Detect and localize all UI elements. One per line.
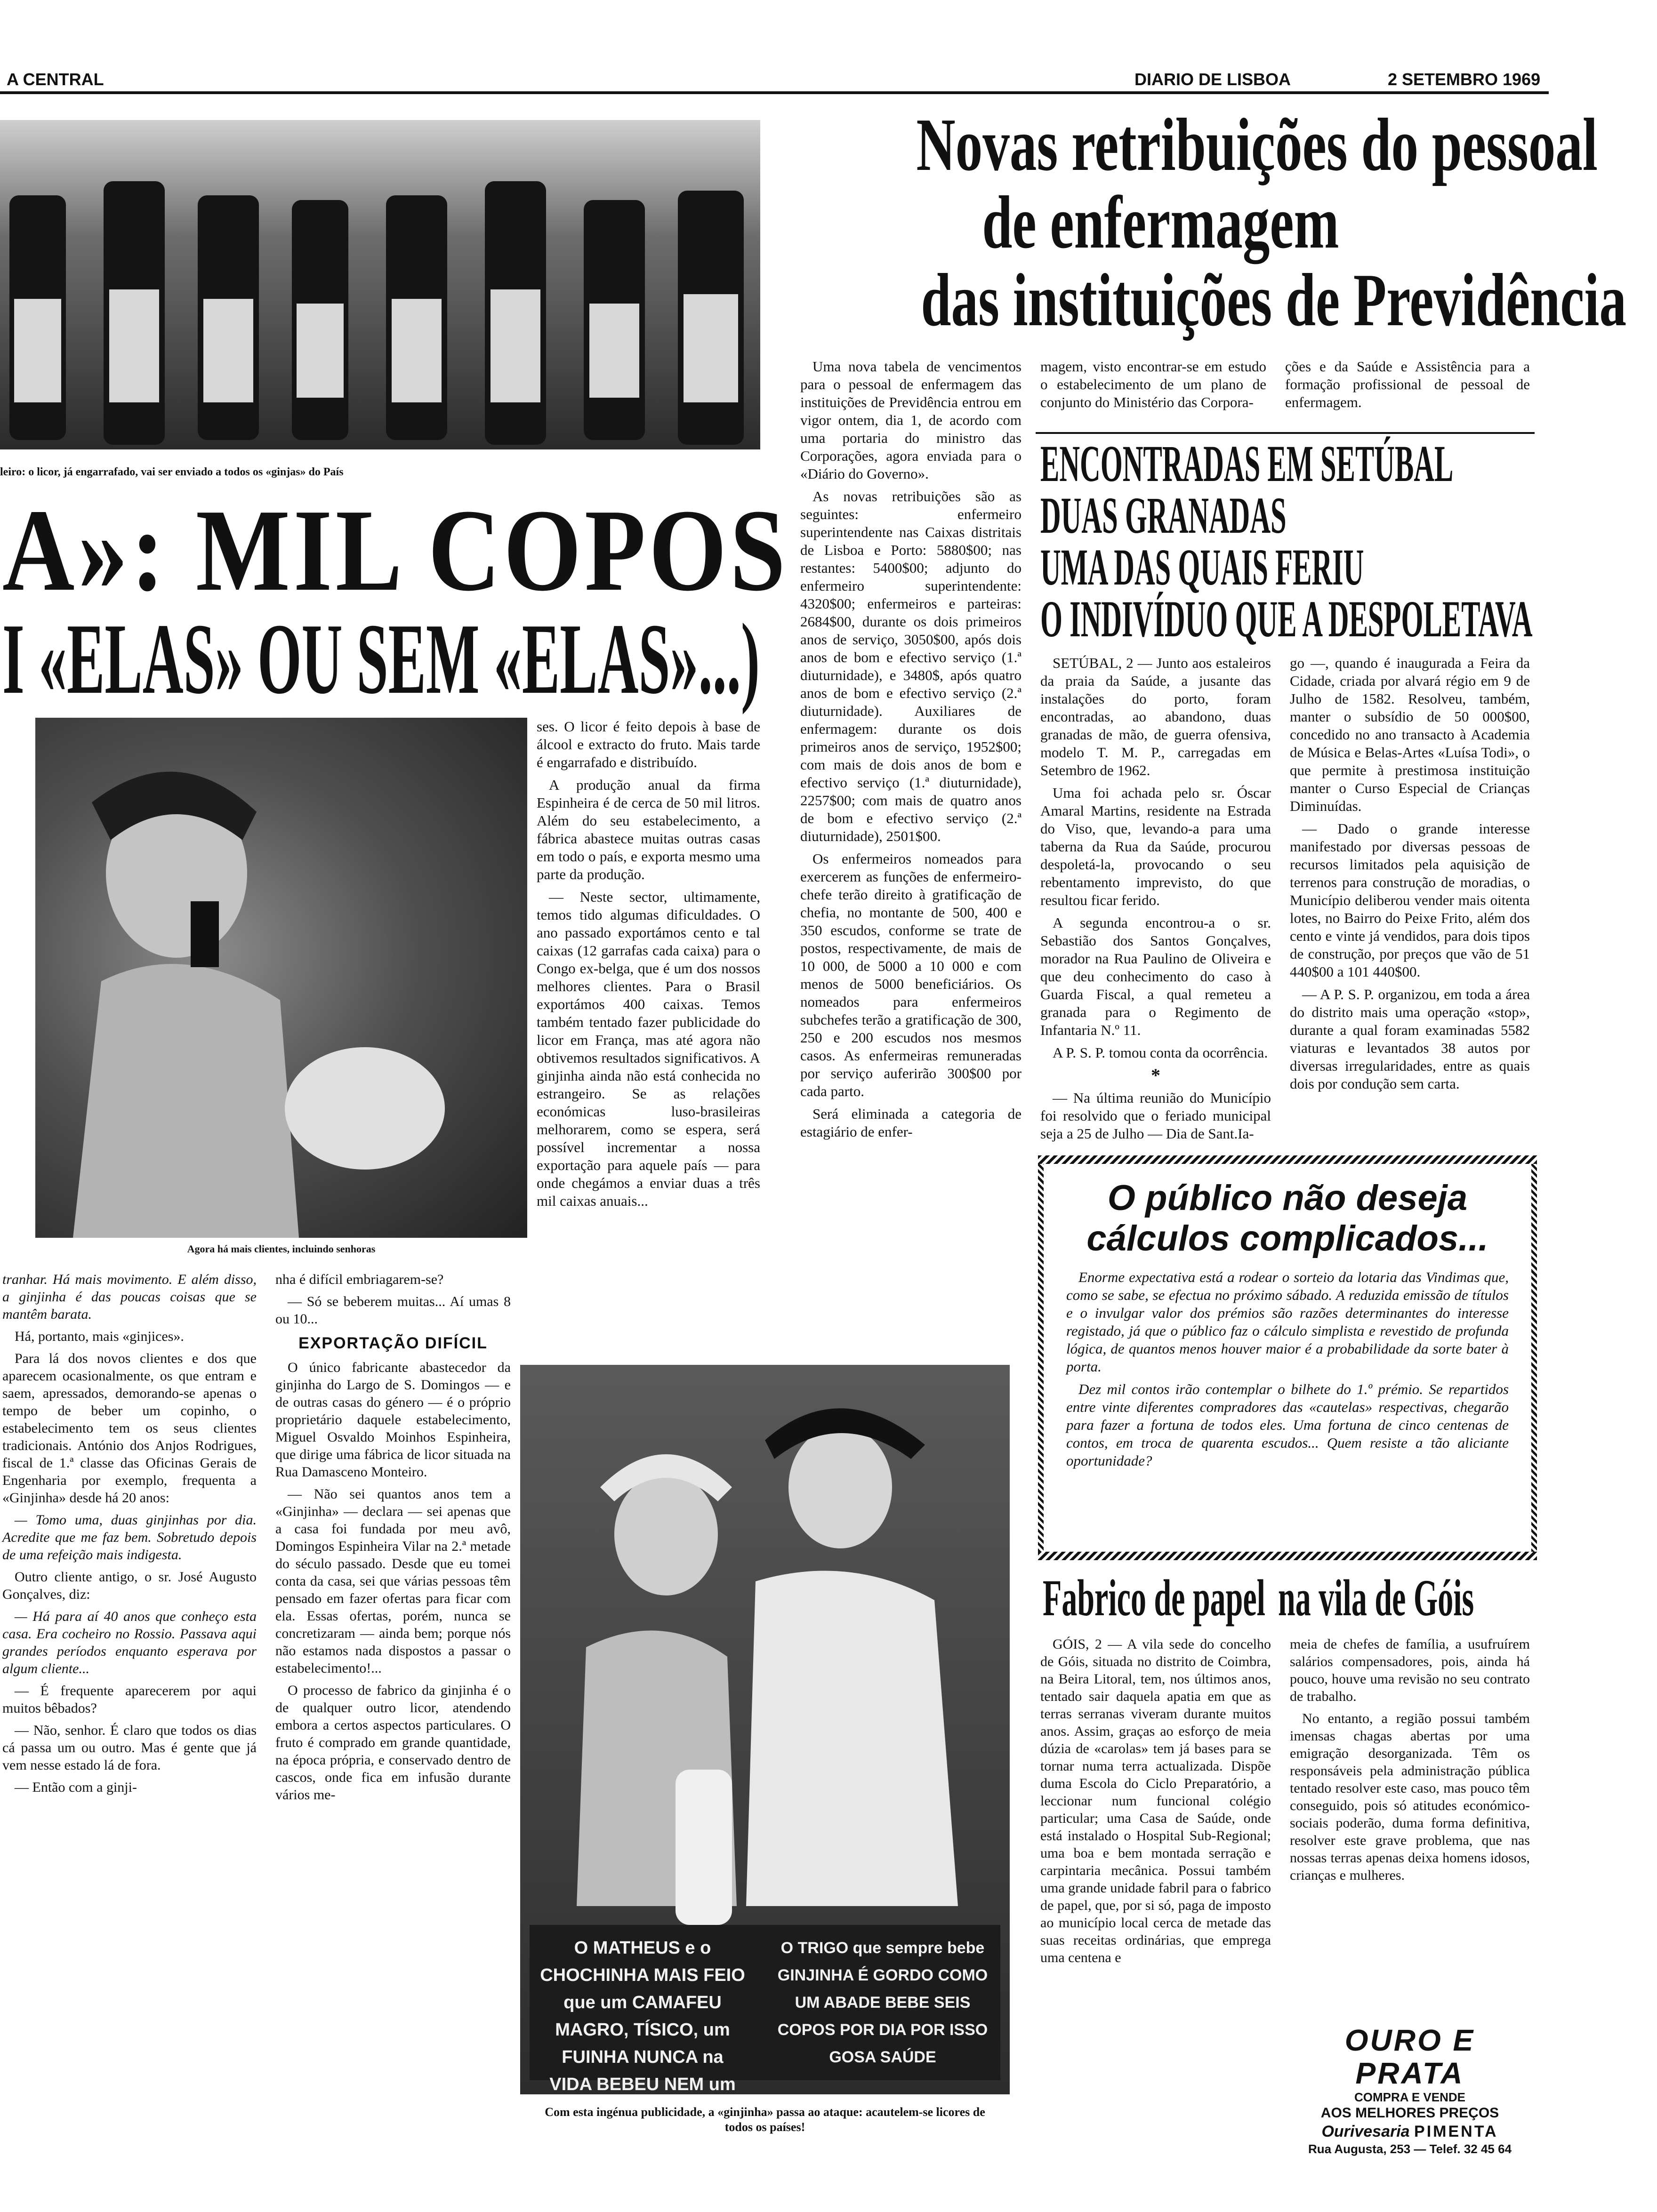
setubal-top-rule [1036,432,1535,434]
gois-headline-right: na vila de Góis [1278,1569,1474,1627]
advert-address: Rua Augusta, 253 — Telef. 32 45 64 [1308,2142,1512,2156]
setubal-headline-line1: ENCONTRADAS EM SETÚBAL [1040,435,1454,492]
lottery-box [1038,1155,1537,1560]
jeweller-advert [1290,2023,1530,2156]
setubal-column-2 [1290,654,1530,1098]
paragraph: GÓIS, 2 — A vila sede do concelho de Góis, situada no distrito de Coimbra, na Beira Litoral, tem, nos últimos anos, tentado sair daquela apatia em que as terras serranas viveram durante muitos anos. Assim, graças ao esforço de meia dúzia de «carolas» tem já bases para se tornar numa terra actualizada. Dispõe duma Escola do Ciclo Preparatório, a leccionar num funcional colégio particular; uma Casa de Saúde, onde está instalado o Hospital Sub-Regional; uma boa e bem montada serração e carpintaria mecânica. Possui também uma grande unidade fabril para o fabrico de papel, que, por si só, paga de imposto ao município local cerca de metade das suas receitas ordinárias, que emprega uma centena e [1040,1636,1271,1965]
paragraph: O processo de fabrico da ginjinha é o de qualquer outro licor, atendendo embora a certos aspectos particulares. O fruto é comprado em grande quantidade, na época própria, e conservado dentro de cascos, onde fica em infusão durante vários me- [275,1683,511,1803]
gois-column-2 [1290,1635,1530,1889]
paragraph: Dez mil contos irão contemplar o bilhete do 1.º prémio. Se repartidos entre vinte diferentes compradores das «cautelas» respectivas, chegarão para fazer a fortuna de todos eles. Uma fortuna de cinco centenas de contos, em troca de quarenta escudos... Quem resiste a tão aliciante oportunidade? [1066,1381,1509,1469]
advert-line2: AOS MELHORES PREÇOS [1320,2105,1499,2121]
paragraph: Uma foi achada pelo sr. Óscar Amaral Martins, residente na Estrada do Viso, que, levando-a para uma taberna da Rua da Saúde, procurou despoletá-la, provocando o seu rebentamento imprevisto, do que resultou ficar ferido. [1040,785,1271,908]
woman-photo-caption: Agora há mais clientes, incluindo senhoras [187,1243,376,1255]
gois-column-1 [1040,1635,1271,1971]
paragraph: ções e da Saúde e Assistência para a formação profissional de pessoal de enfermagem. [1285,358,1530,410]
advert-left-slogan: O MATHEUS e o CHOCHINHA MAIS FEIO que um CAMAFEU MAGRO, TÍSICO, um FUINHA NUNCA na VIDA BEBEU NEM um [540,1938,745,2094]
setubal-headline [1040,435,1539,648]
paragraph: meia de chefes de família, a usufruírem salários compensadores, pois, ainda há pouco, houve uma revisão no seu contrato de trabalho. [1290,1636,1530,1704]
paragraph: tranhar. Há mais movimento. E além disso, a ginjinha é das poucas coisas que se mantêm barata. [2,1272,257,1322]
woman-drinking-photo [35,718,527,1238]
section-subhead: EXPORTAÇÃO DIFÍCIL [298,1334,488,1352]
paragraph: — É frequente aparecerem por aqui muitos bêbados? [2,1683,257,1716]
nurses-column-1 [800,358,1022,1146]
paragraph: nha é difícil embriagarem-se? [275,1272,444,1287]
main-story-column-right [275,1271,511,1808]
paragraph: SETÚBAL, 2 — Junto aos estaleiros da praia da Saúde, a jusante das instalações do porto, foram encontradas, ao abandono, duas granadas de mão, de guerra ofensiva, modelo T. M. P., carregadas em Setembro de 1962. [1040,655,1271,778]
nurses-headline-line3: das instituições de Previdência [921,258,1627,342]
paragraph: Os enfermeiros nomeados para exercerem as funções de enfermeiro-chefe terão direito à gratificação de chefia, no montante de 500, 400 e 350 escudos, conforme se trate de postos, respectivamente, de mais de 10 000, de 5000 a 10 000 e com menos de 5000 beneficiários. Os nomeados para enfermeiros subchefes terão a gratificação de 300, 250 e 200 escudos nos mesmos casos. As enfermeiras remuneradas por serviço auferirão 300$00 por cada parto. [800,850,1022,1099]
advert-title: OURO E PRATA [1344,2023,1475,2090]
paragraph: — Não, senhor. É claro que todos os dias cá passa um ou outro. Mas é gente que já vem nesse estado lá de fora. [2,1723,257,1773]
nurses-headline [784,103,1627,342]
nurses-headline-line2: de enfermagem [981,180,1339,264]
main-story-column-left [2,1271,257,1801]
nurses-column-3 [1285,358,1530,416]
zigzag-border-left [1038,1164,1044,1552]
zigzag-border-right [1531,1164,1537,1552]
paragraph: Para lá dos novos clientes e dos que aparecem ocasionalmente, os que entram e saem, apressados, demorando-se apenas o tempo de beber um copinho, o estabelecimento tem os seus clientes tradicionais. António dos Anjos Rodrigues, fiscal de 1.ª classe das Oficinas Gerais de Engenharia por exemplo, frequenta a «Ginjinha» desde há 20 anos: [2,1351,257,1506]
bottles-photo [0,120,760,449]
paragraph: go —, quando é inaugurada a Feira da Cidade, criada por alvará régio em 9 de Julho de 1582. Resolveu, também, manter o subsídio de 50 000$00, concedido no ano transacto à Academia de Música e Belas-Artes «Luísa Todi», o que permite à prestimosa instituição manter o Curso Especial de Crianças Diminuídas. [1290,655,1530,814]
nurses-column-2 [1040,358,1266,416]
lottery-headline-line2: cálculos complicados... [1086,1218,1488,1258]
main-headline-line2: I «ELAS» OU SEM «ELAS»...) [2,602,760,715]
advert-line1: COMPRA E VENDE [1354,2090,1465,2104]
advert-caption: Com esta ingénua publicidade, a «ginjinha» passa ao ataque: acautelem-se licores de todos os países! [545,2105,985,2134]
paragraph: Uma nova tabela de vencimentos para o pessoal de enfermagem das instituições de Previdência entrou em vigor ontem, dia 1, de acordo com uma portaria do ministro das Corporações, agora enviada para o «Diário do Governo». [800,358,1022,482]
advert-right-slogan: O TRIGO que sempre bebe GINJINHA É GORDO COMO UM ABADE BEBE SEIS COPOS POR DIA POR ISSO GOSA SAÚDE [777,1939,988,2066]
paragraph: ses. O licor é feito depois à base de álcool e extracto do fruto. Mais tarde é engarrafado e distribuído. [537,718,760,770]
quote: — Tomo uma, duas ginjinhas por dia. Acredite que me faz bem. Sobretudo depois de uma refeição mais indigesta. [2,1512,257,1563]
vintage-advert-illustration [520,1365,1010,2094]
advert-brand-prefix: Ourivesaria [1321,2123,1410,2140]
paragraph: — Não sei quantos anos tem a «Ginjinha» — declara — sei apenas que a casa foi fundada por meu avô, Domingos Espinheira Vilar na 2.ª metade do século passado. Desde que eu tomei conta da casa, sei que várias pessoas têm pensado em fazer ofertas para ficar com ela. Essas ofertas, porém, nunca se concretizaram — ainda bem; porque nós não estamos nada dispostos a passar o estabelecimento!... [275,1486,511,1676]
paragraph: — Neste sector, ultimamente, temos tido algumas dificuldades. O ano passado exportámos cento e tal caixas (12 garrafas cada caixa) para o Congo ex-belga, que é um dos nossos melhores clientes. Para o Brasil exportámos 400 caixas. Temos também tentado fazer publicidade do licor em França, mas até agora não obtivemos resultados significativos. A ginjinha ainda não está conhecida no estrangeiro. Se as relações económicas luso-brasileiras melhorarem, como se espera, será possível incrementar a nossa exportação para aquele país — para onde chegámos a enviar duas a três mil caixas anuais... [537,889,760,1209]
newspaper-name: DIARIO DE LISBOA [1134,70,1291,89]
paragraph: — A P. S. P. organizou, em toda a área do distrito mais uma operação «stop», durante a qual foram examinadas 5582 viaturas e levantados 38 autos por diversas irregularidades, entre as quais dois por condução sem carta. [1290,986,1530,1092]
paragraph: A segunda encontrou-a o sr. Sebastião dos Santos Gonçalves, morador na Rua Paulino de Oliveira e que deu conhecimento do caso à Guarda Fiscal, a qual remeteu a granada para o Regimento de Infantaria N.º 11. [1040,914,1271,1038]
advert-brand: PIMENTA [1414,2123,1498,2140]
setubal-headline-line4: O INDIVÍDUO QUE A DESPOLETAVA [1040,590,1533,648]
paragraph: magem, visto encontrar-se em estudo o estabelecimento de um plano de conjunto do Ministério das Corpora- [1040,358,1266,410]
paragraph: — Dado o grande interesse manifestado por diversas pessoas de recursos limitados pela aquisição de terrenos para construção de moradias, o Município deliberou vender mais oitenta lotes, no Bairro do Peixe Frito, além dos cento e vinte já vendidos, para dois tipos de construção, por preços que vão de 51 440$00 a 101 440$00. [1290,820,1530,980]
paragraph: Há, portanto, mais «ginjices». [15,1329,184,1344]
paragraph: Outro cliente antigo, o sr. José Augusto Gonçalves, diz: [2,1569,257,1602]
paragraph: A P. S. P. tomou conta da ocorrência. [1053,1044,1268,1061]
setubal-headline-line2: DUAS GRANADAS [1040,487,1287,544]
zigzag-border-bottom [1038,1552,1537,1560]
paragraph: Será eliminada a categoria de estagiário de enfer- [800,1106,1022,1140]
paragraph: — Na última reunião do Município foi resolvido que o feriado municipal seja a 25 de Julho — Dia de Sant.Ia- [1040,1090,1271,1142]
paragraph: As novas retribuições são as seguintes: enfermeiro superintendente nas Caixas distritais de Lisboa e Porto: 5880$00; nas restantes: 5400$00; adjunto do enfermeiro superintendente: 4320$00; enfermeiros e parteiras: 2684$00, durante os dois primeiros anos de serviço, 3050$00, após dois anos de bom e efectivo serviço (1.ª diuturnidade), e 3480$, após quatro anos de bom e efectivo serviço (2.ª diuturnidade). Auxiliares de enfermagem: durante os dois primeiros anos de serviço, 1952$00; com mais de dois anos de bom e efectivo serviço (1.ª diuturnidade), 2257$00; com mais de quatro anos de bom e efectivo serviço (2.ª diuturnidade), 2501$00. [800,488,1022,844]
header-rule [0,91,1549,94]
paragraph: — Então com a ginji- [15,1779,137,1795]
quote: — Há para aí 40 anos que conheço esta casa. Era cocheiro no Rossio. Passava aqui grandes períodos enquanto esperava por algum cliente... [2,1609,257,1676]
setubal-column-1 [1040,654,1271,1147]
gois-headline-left: Fabrico de papel [1043,1569,1265,1627]
issue-date: 2 SETEMBRO 1969 [1388,70,1541,89]
paragraph: — Só se beberem muitas... Aí umas 8 ou 10... [275,1294,511,1327]
paragraph: A produção anual da firma Espinheira é de cerca de 50 mil litros. Além do seu estabelecimento, a fábrica abastece muitas outras casas em todo o país, e exporta mesmo uma parte da produção. [537,777,760,882]
main-headline-line1: A»: MIL COPOS [2,485,789,616]
setubal-headline-line3: UMA DAS QUAIS FERIU [1040,538,1364,596]
paragraph: Enorme expectativa está a rodear o sorteio da lotaria das Vindimas que, como se sabe, se efectua no próximo sábado. A reduzida emissão de títulos e o invulgar valor dos prémios são razões determinantes do interesse registado, já que o público faz o cálculo simplista e revestido de profunda lógica, de quantos menos houver maior é a probabilidade da sorte bater à porta. [1066,1269,1509,1375]
bottles-photo-caption: leiro: o licor, já engarrafado, vai ser enviado a todos os «ginjas» do País [0,466,344,478]
section-label: A CENTRAL [7,70,104,89]
main-story-column-mid [537,718,760,1215]
nurses-headline-line1: Novas retribuições do pessoal [916,103,1598,186]
paragraph: No entanto, a região possui também imensas chagas abertas por uma emigração desorganizada. Têm os responsáveis pela administração pública tentado resolver este caso, mas pouco têm conseguido, pois só atitudes económico-sociais poderão, duma forma definitiva, resolver este grave problema, que nas nossas terras apenas deixa homens idosos, crianças e mulheres. [1290,1711,1530,1883]
zigzag-border-top [1038,1155,1537,1164]
asterisk-divider: * [1151,1065,1160,1086]
lottery-headline-line1: O público não deseja [1107,1178,1468,1218]
paragraph: O único fabricante abastecedor da ginjinha do Largo de S. Domingos — e de outras casas do género — é o próprio proprietário daquele estabelecimento, Miguel Osvaldo Moinhos Espinheira, que dirige uma fábrica de licor situada na Rua Damasceno Monteiro. [275,1360,511,1480]
